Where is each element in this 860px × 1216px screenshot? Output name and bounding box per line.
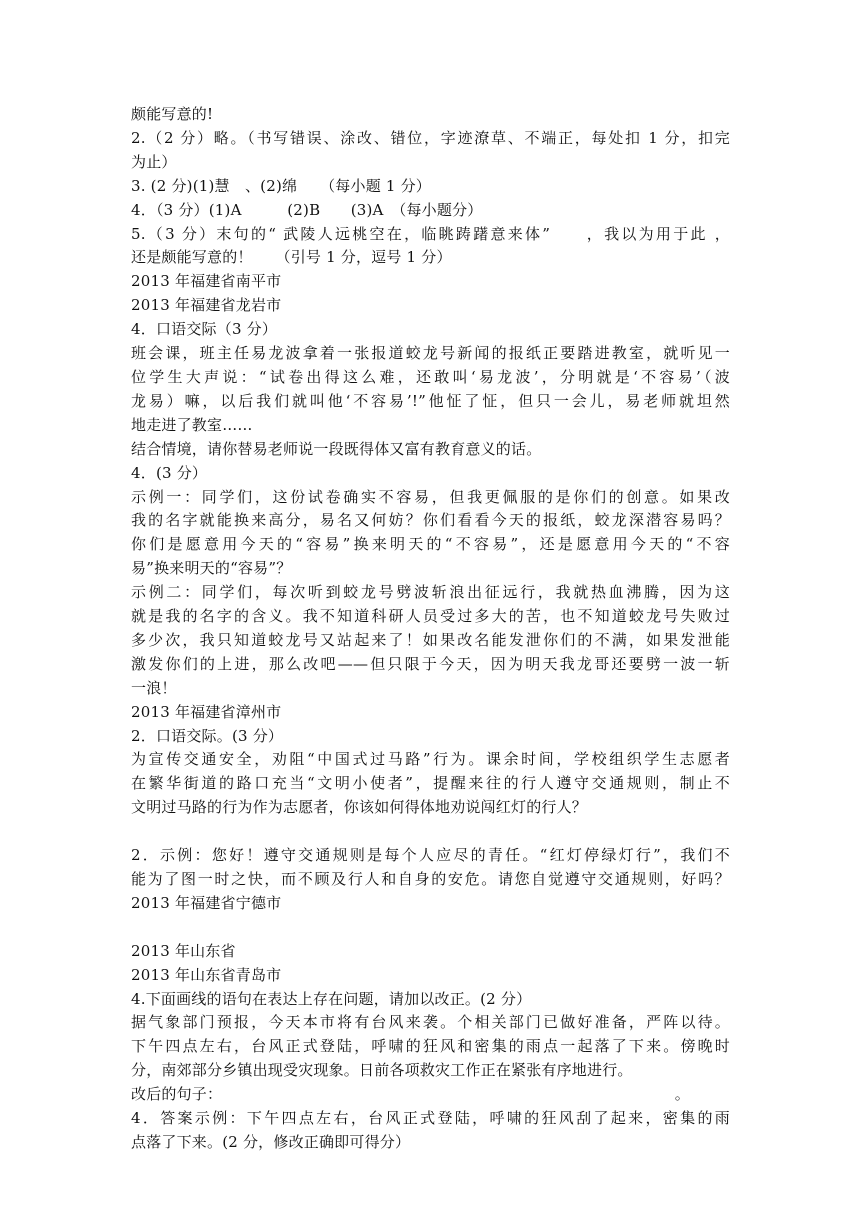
text-line: 2013 年福建省漳州市 [131, 702, 282, 721]
text-line: 能为了图一时之快，而不顾及行人和自身的安危。请您自觉遵守交通规则，好吗？ [131, 869, 730, 888]
text-line: 2013 年山东省青岛市 [131, 965, 282, 984]
text-line: 2013 年福建省宁德市 [131, 893, 282, 912]
text-line: 班会课，班主任易龙波拿着一张报道蛟龙号新闻的报纸正要踏进教室，就听见一 [131, 344, 730, 363]
text-line: 为止） [131, 152, 177, 171]
text-line: 4．（3 分）(1)A (2)B (3)A （每小题分） [131, 200, 483, 219]
text-line: 下午四点左右，台风正式登陆，呼啸的狂风和密集的雨点一起落了下来。傍晚时 [131, 1037, 730, 1056]
text-line: 还是颇能写意的！ （引号 1 分，逗号 1 分） [131, 248, 452, 267]
text-line: 2013 年山东省 [131, 941, 236, 960]
text-line: 2．口语交际。(3 分） [131, 726, 284, 745]
text-line: 龙易）嘛，以后我们就叫他‘不容易’!”他怔了怔，但只一会儿，易老师就坦然 [131, 391, 730, 410]
text-line: 点落了下来。(2 分，修改正确即可得分） [131, 1132, 411, 1151]
answer-fill-line [131, 1083, 730, 1107]
text-line: 4．答案示例：下午四点左右，台风正式登陆，呼啸的狂风刮了起来，密集的雨 [131, 1109, 730, 1128]
text-line: 2.（2 分）略。（书写错误、涂改、错位，字迹潦草、不端正，每处扣 1 分，扣完 [131, 128, 730, 147]
blank-line [131, 820, 730, 844]
text-line: 分，南郊部分乡镇出现受灾现象。日前各项救灾工作正在紧张有序地进行。 [131, 1061, 633, 1080]
text-line: 2013 年福建省南平市 [131, 272, 282, 291]
text-line: 文明过马路的行为作为志愿者，你该如何得体地劝说闯红灯的行人？ [131, 798, 588, 817]
text-line: 为宣传交通安全，劝阻“中国式过马路”行为。课余时间，学校组织学生志愿者 [131, 750, 730, 769]
text-line: 颇能写意的! [131, 105, 214, 123]
text-line: 4．口语交际（3 分） [131, 320, 278, 339]
text-line: 示例一：同学们，这份试卷确实不容易，但我更佩服的是你们的创意。如果改 [131, 487, 730, 506]
text-line: 易”换来明天的“容易”？ [131, 559, 292, 578]
text-line: 示例二：同学们，每次听到蛟龙号劈波斩浪出征远行，我就热血沸腾，因为这 [131, 583, 730, 602]
answer-label: 改后的句子： [131, 1085, 223, 1104]
text-line: 激发你们的上进，那么改吧——但只限于今天，因为明天我龙哥还要劈一波一斩 [131, 654, 730, 673]
text-line: 多少次，我只知道蛟龙号又站起来了！如果改名能发泄你们的不满，如果发泄能 [131, 630, 730, 649]
blank-line [131, 916, 730, 940]
text-line: 就是我的名字的含义。我不知道科研人员受过多大的苦，也不知道蛟龙号失败过 [131, 607, 730, 626]
text-line: 4．(3 分） [131, 463, 208, 482]
text-line: 结合情境，请你替易老师说一段既得体又富有教育意义的话。 [131, 439, 542, 458]
text-line: 位学生大声说：“试卷出得这么难，还敢叫‘易龙波’，分明就是‘不容易’（波 [131, 367, 730, 386]
text-line: 4.下面画线的语句在表达上存在问题，请加以改正。(2 分） [131, 989, 532, 1008]
text-line: 3. (2 分)(1)慧 、(2)绵 （每小题 1 分） [131, 176, 431, 195]
answer-end-mark: 。 [674, 1085, 690, 1104]
text-line: 我的名字就能换来高分，易名又何妨？你们看看今天的报纸，蛟龙深潜容易吗？ [131, 511, 730, 530]
text-line: 据气象部门预报，今天本市将有台风来袭。个相关部门已做好准备，严阵以待。 [131, 1013, 730, 1032]
text-line: 一浪！ [131, 678, 177, 697]
text-line: 你们是愿意用今天的“容易”换来明天的“不容易”，还是愿意用今天的“不容 [131, 535, 730, 554]
text-line: 在繁华街道的路口充当“文明小使者”，提醒来往的行人遵守交通规则，制止不 [131, 774, 730, 793]
text-line: 2013 年福建省龙岩市 [131, 296, 282, 315]
text-line: 5.（3 分）末句的“ 武陵人远桃空在，临眺踌躇意来体” ，我以为用于此 ， [131, 224, 730, 243]
text-line: 2．示例：您好！遵守交通规则是每个人应尽的青任。“红灯停绿灯行”，我们不 [131, 846, 730, 865]
text-line: 地走进了教室…… [131, 415, 253, 434]
